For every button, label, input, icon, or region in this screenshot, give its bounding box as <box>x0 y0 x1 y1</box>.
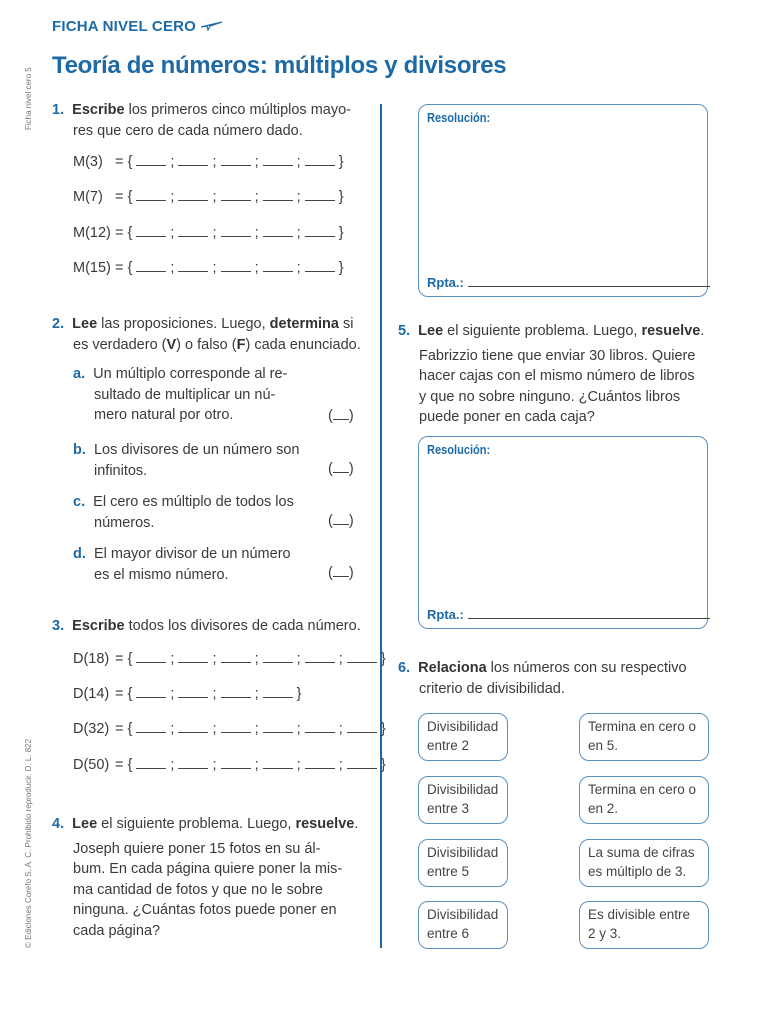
criterion-card-right-2[interactable]: Termina en cero o en 2. <box>579 776 709 824</box>
question-4: 4. Lee el siguiente problema. Luego, resuelve. Joseph quiere poner 15 fotos en su ál- bum. En cada página quiere poner la mis- ma cantidad de fotos y que no le sobre ninguna. ¿Cuántas fotos puede poner en cada página? <box>52 816 359 939</box>
answer-blank[interactable] <box>305 153 335 166</box>
column-divider <box>380 104 382 948</box>
side-note-bottom: © Ediciones Corefo S. A. C. Prohibido reproducir. D. L. 822 <box>24 738 33 948</box>
answer-blank[interactable] <box>178 259 208 272</box>
answer-blank[interactable] <box>221 259 251 272</box>
resolution-label: Resolución: <box>427 110 491 125</box>
statement-b: b. Los divisores de un número son infinitos. <box>73 442 300 479</box>
answer-blank[interactable] <box>178 756 208 769</box>
answer-blank[interactable] <box>305 259 335 272</box>
multiples-row-4: M(15) = { ; ; ; ; } <box>73 260 344 276</box>
multiples-row-1: M(3) = { ; ; ; ; } <box>73 154 344 170</box>
statement-d: d. El mayor divisor de un número es el mismo número. <box>73 546 291 583</box>
resolution-label: Resolución: <box>427 442 491 457</box>
page-title: Teoría de números: múltiplos y divisores <box>52 52 507 79</box>
answer-blank[interactable] <box>263 153 293 166</box>
divisors-row-3: D(32) = { ; ; ; ; ; } <box>73 721 386 737</box>
answer-paren-d[interactable]: ( ) <box>328 565 354 581</box>
answer-blank[interactable] <box>221 720 251 733</box>
side-note-top: Ficha nivel cero 5 <box>24 67 33 130</box>
answer-line-q5[interactable]: Rpta.: <box>427 607 710 623</box>
divisors-row-1: D(18) = { ; ; ; ; ; } <box>73 651 386 667</box>
multiples-row-3: M(12) = { ; ; ; ; } <box>73 225 344 241</box>
question-2: 2. Lee las proposiciones. Luego, determina si es verdadero (V) o falso (F) cada enunciado. <box>52 316 361 353</box>
answer-blank[interactable] <box>136 259 166 272</box>
criterion-card-left-4[interactable]: Divisibilidad entre 6 <box>418 901 508 949</box>
answer-blank[interactable] <box>347 720 377 733</box>
statement-a: a. Un múltiplo corresponde al re- sultado de multiplicar un nú- mero natural por otro. <box>73 366 288 423</box>
answer-blank[interactable] <box>178 153 208 166</box>
criterion-card-left-3[interactable]: Divisibilidad entre 5 <box>418 839 508 887</box>
paper-plane-icon <box>200 18 224 35</box>
level-label: FICHA NIVEL CERO <box>52 18 224 35</box>
answer-blank[interactable] <box>178 224 208 237</box>
answer-blank[interactable] <box>178 188 208 201</box>
question-6: 6. Relaciona los números con su respectivo criterio de divisibilidad. <box>398 660 687 697</box>
answer-blank[interactable] <box>263 259 293 272</box>
answer-blank[interactable] <box>263 224 293 237</box>
answer-blank[interactable] <box>305 720 335 733</box>
answer-blank[interactable] <box>305 188 335 201</box>
answer-blank[interactable] <box>136 188 166 201</box>
question-1: 1. Escribe los primeros cinco múltiplos mayo- res que cero de cada número dado. <box>52 102 351 139</box>
answer-blank[interactable] <box>221 153 251 166</box>
answer-blank[interactable] <box>221 650 251 663</box>
answer-paren-a[interactable]: ( ) <box>328 408 354 424</box>
answer-blank[interactable] <box>347 756 377 769</box>
answer-blank[interactable] <box>221 224 251 237</box>
question-5: 5. Lee el siguiente problema. Luego, resuelve. Fabrizzio tiene que enviar 30 libros. Quiere hacer cajas con el mismo número de libros y que no sobre ninguno. ¿Cuántos libros puede poner en cada caja? <box>398 323 705 425</box>
answer-blank[interactable] <box>178 685 208 698</box>
criterion-card-left-1[interactable]: Divisibilidad entre 2 <box>418 713 508 761</box>
answer-blank[interactable] <box>263 188 293 201</box>
answer-blank[interactable] <box>221 756 251 769</box>
answer-blank[interactable] <box>263 720 293 733</box>
question-3: 3. Escribe todos los divisores de cada número. <box>52 618 361 634</box>
answer-blank[interactable] <box>263 685 293 698</box>
answer-blank[interactable] <box>136 756 166 769</box>
criterion-card-right-1[interactable]: Termina en cero o en 5. <box>579 713 709 761</box>
statement-c: c. El cero es múltiplo de todos los números. <box>73 494 294 531</box>
answer-blank[interactable] <box>305 756 335 769</box>
answer-paren-b[interactable]: ( ) <box>328 461 354 477</box>
answer-blank[interactable] <box>178 720 208 733</box>
answer-blank[interactable] <box>136 720 166 733</box>
divisors-row-2: D(14) = { ; ; ; } <box>73 686 302 702</box>
answer-blank[interactable] <box>347 650 377 663</box>
answer-blank[interactable] <box>263 756 293 769</box>
criterion-card-right-3[interactable]: La suma de cifras es múltiplo de 3. <box>579 839 709 887</box>
resolution-box-q5[interactable] <box>418 436 708 629</box>
answer-blank[interactable] <box>263 650 293 663</box>
answer-blank[interactable] <box>178 650 208 663</box>
resolution-box-q4[interactable] <box>418 104 708 297</box>
multiples-row-2: M(7) = { ; ; ; ; } <box>73 189 344 205</box>
answer-line-q4[interactable]: Rpta.: <box>427 275 710 291</box>
answer-blank[interactable] <box>305 650 335 663</box>
answer-blank[interactable] <box>305 224 335 237</box>
answer-paren-c[interactable]: ( ) <box>328 513 354 529</box>
answer-blank[interactable] <box>136 650 166 663</box>
answer-blank[interactable] <box>136 224 166 237</box>
criterion-card-left-2[interactable]: Divisibilidad entre 3 <box>418 776 508 824</box>
criterion-card-right-4[interactable]: Es divisible entre 2 y 3. <box>579 901 709 949</box>
answer-blank[interactable] <box>221 685 251 698</box>
answer-blank[interactable] <box>221 188 251 201</box>
divisors-row-4: D(50) = { ; ; ; ; ; } <box>73 757 386 773</box>
answer-blank[interactable] <box>136 685 166 698</box>
answer-blank[interactable] <box>136 153 166 166</box>
